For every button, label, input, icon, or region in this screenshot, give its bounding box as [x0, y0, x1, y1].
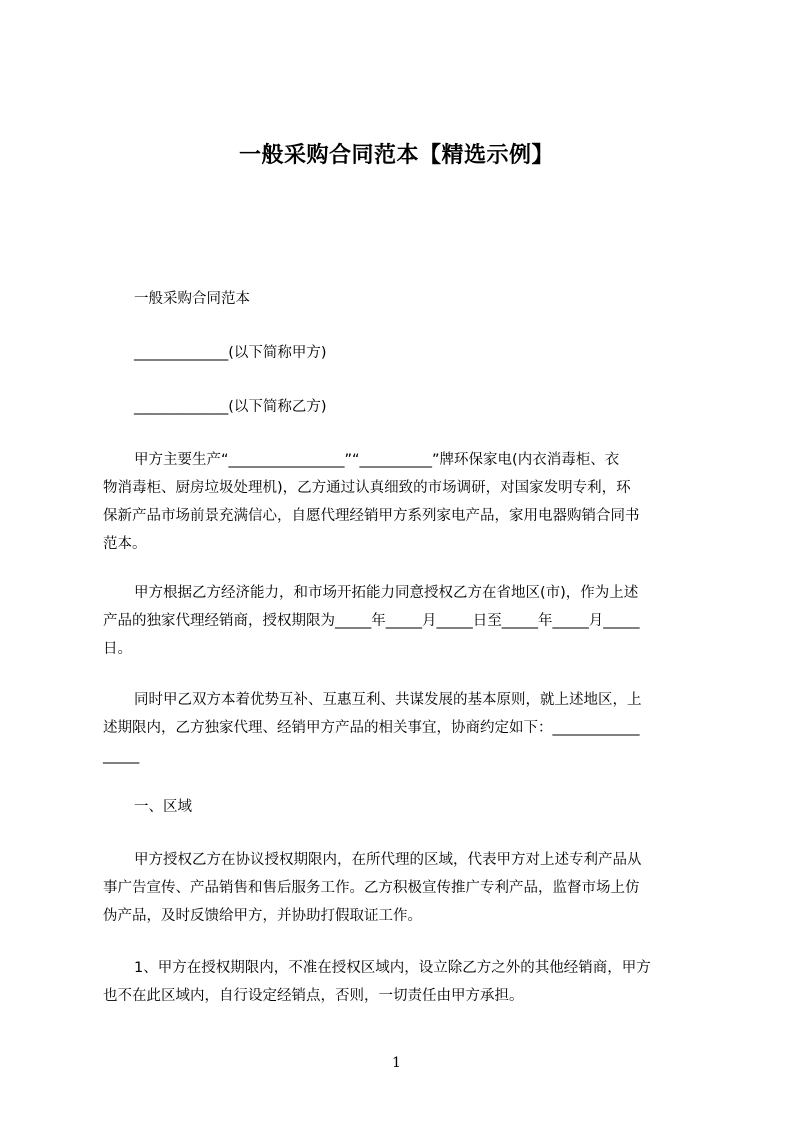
- section-heading-region: 一、区域: [134, 799, 192, 815]
- paragraph-line: 物消毒柜、厨房垃圾处理机)，乙方通过认真细致的市场调研，对国家发明专利，环: [103, 480, 631, 496]
- paragraph-line: 范本。: [103, 536, 147, 552]
- party-a-line: _____________(以下简称甲方): [134, 345, 327, 361]
- paragraph-line: 甲方根据乙方经济能力，和市场开拓能力同意授权乙方在省地区(市)，作为上述: [134, 585, 639, 601]
- paragraph-line: 同时甲乙双方本着优势互补、互惠互利、共谋发展的基本原则，就上述地区，上: [134, 692, 642, 708]
- paragraph-line: 伪产品，及时反馈给甲方，并协助打假取证工作。: [103, 908, 422, 924]
- document-title: 一般采购合同范本【精选示例】: [238, 143, 554, 168]
- contract-subtitle: 一般采购合同范本: [134, 291, 250, 307]
- page-number: 1: [392, 1055, 401, 1071]
- paragraph-line: 甲方主要生产“________________”“__________”牌环保家电(内衣消毒柜、衣: [134, 452, 620, 468]
- paragraph-line: 保新产品市场前景充满信心，自愿代理经销甲方系列家电产品，家用电器购销合同书: [103, 508, 640, 524]
- paragraph-line: 也不在此区域内，自行设定经销点，否则，一切责任由甲方承担。: [103, 988, 524, 1004]
- paragraph-line: 甲方授权乙方在协议授权期限内，在所代理的区域，代表甲方对上述专利产品从: [134, 852, 642, 868]
- paragraph-line: 1、甲方在授权期限内，不准在授权区域内，设立除乙方之外的其他经销商，甲方: [134, 960, 651, 976]
- paragraph-line: 事广告宣传、产品销售和售后服务工作。乙方积极宣传推广专利产品，监督市场上仿: [103, 880, 640, 896]
- paragraph-line: 日。: [103, 641, 132, 657]
- paragraph-line: _____: [103, 748, 140, 764]
- paragraph-line: 述期限内，乙方独家代理、经销甲方产品的相关事宜，协商约定如下：____________: [103, 720, 640, 736]
- party-b-line: _____________(以下简称乙方): [134, 399, 327, 415]
- paragraph-line: 产品的独家代理经销商，授权期限为_____年_____月_____日至_____年_____月_____: [103, 613, 640, 629]
